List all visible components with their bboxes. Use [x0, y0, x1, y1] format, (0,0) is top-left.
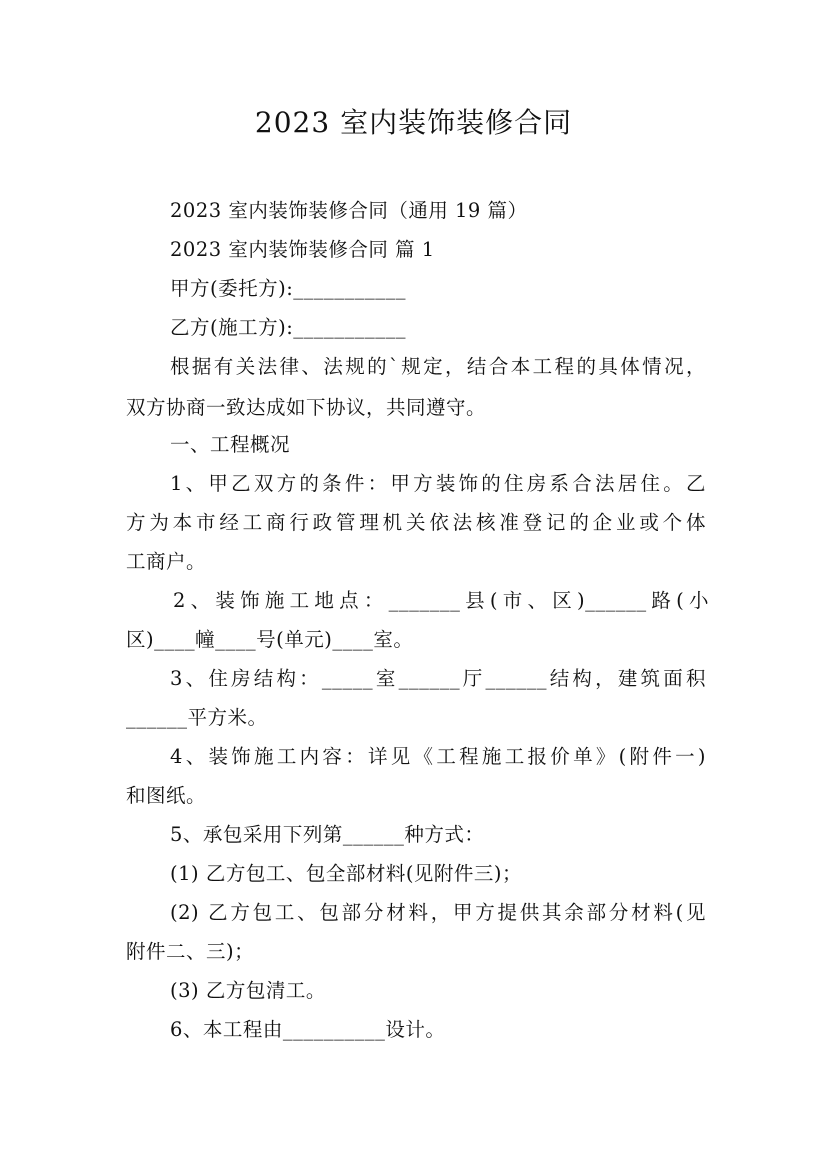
paragraph-line: 1、甲乙双方的条件：甲方装饰的住房系合法居住。乙: [170, 472, 706, 495]
document-title: 2023 室内装饰装修合同: [254, 106, 573, 139]
list-item: (3) 乙方包清工。: [170, 979, 326, 1002]
paragraph-line: 3、住房结构：_____室______厅______结构，建筑面积: [170, 667, 706, 690]
paragraph-line: 4、装饰施工内容：详见《工程施工报价单》(附件一): [170, 745, 706, 768]
list-item: (2) 乙方包工、包部分材料，甲方提供其余部分材料(见: [170, 901, 706, 924]
paragraph-line: 双方协商一致达成如下协议，共同遵守。: [126, 396, 487, 419]
subtitle-line: 2023 室内装饰装修合同（通用 19 篇）: [170, 199, 528, 222]
paragraph-line: 2、装饰施工地点：_______县(市、区)______路(小: [173, 589, 709, 612]
paragraph-line: 根据有关法律、法规的`规定，结合本工程的具体情况，: [170, 355, 706, 378]
section-heading: 一、工程概况: [170, 433, 291, 456]
paragraph-line: 5、承包采用下列第______种方式：: [170, 823, 485, 846]
paragraph-line: 区)____幢____号(单元)____室。: [126, 628, 414, 651]
paragraph-line: ______平方米。: [126, 706, 268, 729]
list-item: (1) 乙方包工、包全部材料(见附件三)；: [170, 862, 523, 885]
party-a-line: 甲方(委托方):___________: [170, 277, 407, 300]
party-b-line: 乙方(施工方):___________: [170, 316, 407, 339]
paragraph-line: 6、本工程由__________设计。: [170, 1018, 446, 1041]
paragraph-line: 工商户。: [126, 550, 207, 573]
section-heading: 2023 室内装饰装修合同 篇 1: [170, 238, 435, 261]
paragraph-line: 和图纸。: [126, 784, 207, 807]
paragraph-line: 方为本市经工商行政管理机关依法核准登记的企业或个体: [126, 511, 706, 534]
list-item: 附件二、三)；: [126, 940, 255, 963]
